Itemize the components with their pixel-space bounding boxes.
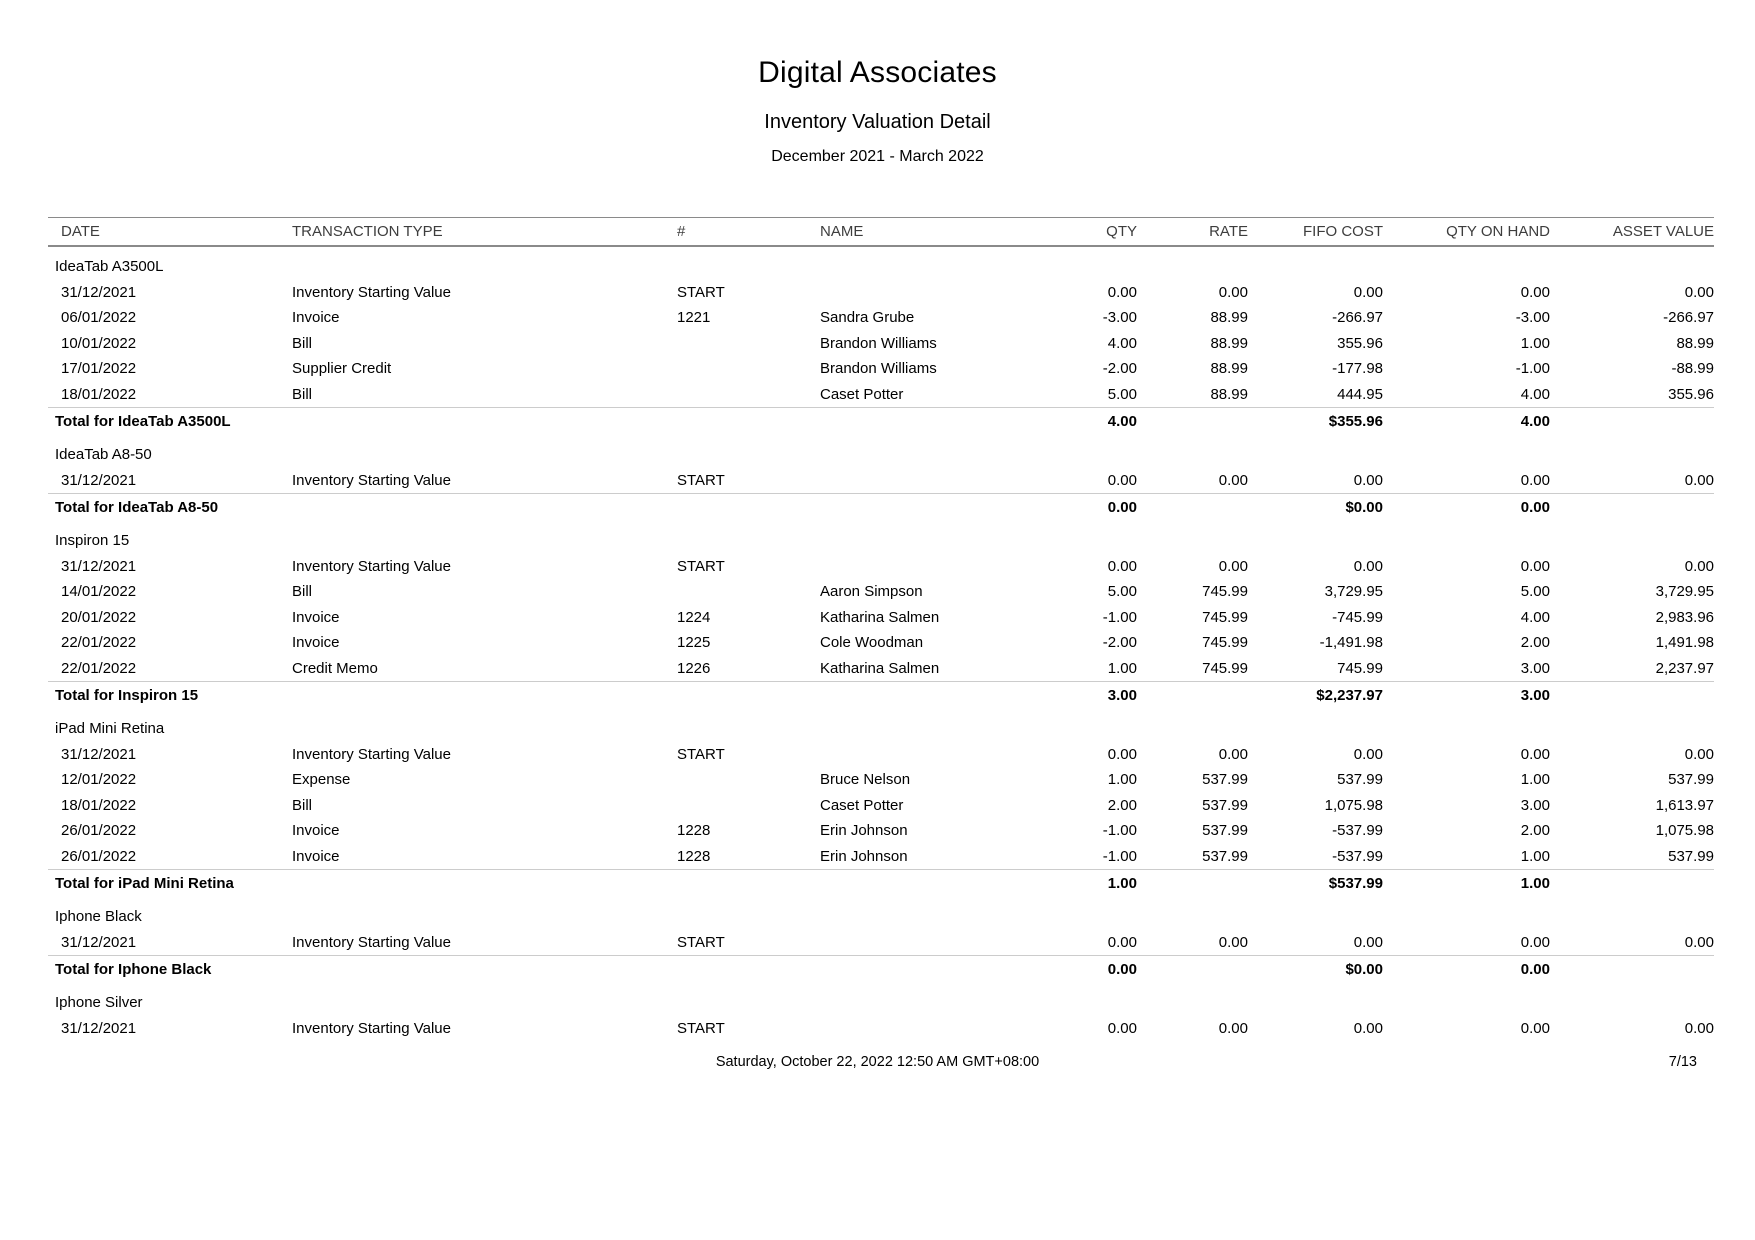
cell-asset-value: 0.00 (1684, 1019, 1714, 1037)
cell-number: 1228 (677, 822, 711, 839)
section-total-row (48, 870, 1714, 898)
report-header (0, 0, 1755, 166)
cell-name: Erin Johnson (820, 822, 908, 839)
section-product-name: IdeaTab A3500L (55, 258, 164, 275)
total-asset-value (1550, 956, 1714, 984)
cell-qty-on-hand: 4.00 (1520, 608, 1550, 626)
section-total-row (48, 494, 1714, 522)
cell-asset-value: -266.97 (1663, 309, 1714, 326)
cell-name (820, 742, 1040, 768)
cell-number: 1226 (677, 659, 711, 677)
total-fifo-cost: $0.00 (1248, 494, 1383, 522)
cell-transaction-type: Credit Memo (292, 659, 378, 677)
cell-fifo-cost: -1,491.98 (1319, 634, 1383, 651)
total-label: Total for IdeaTab A8-50 (48, 494, 1040, 522)
cell-qty-on-hand: 0.00 (1520, 283, 1550, 301)
cell-fifo-cost: 537.99 (1337, 771, 1383, 788)
column-header-date: DATE (48, 218, 292, 247)
cell-qty-on-hand: 4.00 (1520, 385, 1550, 403)
cell-rate: 0.00 (1218, 471, 1248, 489)
cell-qty: -2.00 (1102, 360, 1137, 377)
cell-number: START (677, 745, 725, 763)
cell-asset-value: 0.00 (1684, 471, 1714, 489)
cell-fifo-cost: -537.99 (1332, 822, 1383, 839)
cell-qty: -1.00 (1102, 608, 1137, 626)
cell-qty-on-hand: 0.00 (1520, 745, 1550, 763)
cell-qty-on-hand: 3.00 (1520, 659, 1550, 677)
cell-name: Katharina Salmen (820, 608, 940, 626)
transaction-row (48, 468, 1714, 494)
cell-asset-value: -88.99 (1671, 360, 1714, 377)
cell-number (677, 579, 820, 605)
inventory-valuation-table (48, 217, 1714, 1041)
cell-qty: 0.00 (1107, 1019, 1137, 1037)
total-asset-value (1550, 408, 1714, 436)
transaction-row (48, 356, 1714, 382)
cell-rate: 745.99 (1202, 583, 1248, 600)
cell-date: 26/01/2022 (61, 847, 137, 865)
cell-transaction-type: Invoice (292, 822, 340, 839)
cell-qty: 5.00 (1107, 385, 1137, 403)
cell-transaction-type: Inventory Starting Value (292, 745, 451, 763)
transaction-row (48, 930, 1714, 956)
cell-name: Brandon Williams (820, 360, 937, 377)
cell-date: 31/12/2021 (61, 1019, 137, 1037)
cell-name (820, 280, 1040, 306)
section-header-row (48, 983, 1714, 1016)
cell-number: 1221 (677, 309, 711, 326)
cell-date: 17/01/2022 (61, 360, 137, 377)
cell-qty-on-hand: 0.00 (1520, 933, 1550, 951)
cell-fifo-cost: 0.00 (1353, 557, 1383, 575)
page-number: 7/13 (1668, 1054, 1697, 1070)
section-header-row (48, 435, 1714, 468)
cell-date: 18/01/2022 (61, 385, 137, 403)
transaction-row (48, 742, 1714, 768)
total-rate (1137, 408, 1248, 436)
cell-fifo-cost: 3,729.95 (1324, 583, 1383, 600)
cell-date: 31/12/2021 (61, 283, 137, 301)
total-asset-value (1550, 682, 1714, 710)
cell-date: 14/01/2022 (61, 583, 137, 600)
total-rate (1137, 956, 1248, 984)
cell-qty-on-hand: 2.00 (1520, 634, 1550, 651)
cell-number: START (677, 471, 725, 489)
total-fifo-cost: $0.00 (1248, 956, 1383, 984)
cell-qty-on-hand: 1.00 (1520, 847, 1550, 865)
cell-date: 22/01/2022 (61, 634, 137, 651)
cell-number: 1228 (677, 847, 711, 865)
cell-qty: 5.00 (1107, 583, 1137, 600)
cell-rate: 0.00 (1218, 283, 1248, 301)
cell-name (820, 468, 1040, 494)
cell-asset-value: 2,237.97 (1655, 659, 1714, 677)
report-footer (0, 1054, 1755, 1070)
cell-qty: 1.00 (1107, 659, 1137, 677)
cell-fifo-cost: -745.99 (1332, 608, 1383, 626)
cell-name (820, 1016, 1040, 1042)
transaction-row (48, 630, 1714, 656)
total-qty: 4.00 (1040, 408, 1137, 436)
inventory-table-body (48, 246, 1714, 1041)
cell-rate: 88.99 (1210, 334, 1248, 352)
cell-qty: -1.00 (1102, 822, 1137, 839)
report-title: Inventory Valuation Detail (764, 111, 991, 133)
cell-rate: 537.99 (1202, 796, 1248, 814)
total-qty-on-hand: 0.00 (1383, 494, 1550, 522)
cell-rate: 0.00 (1218, 557, 1248, 575)
cell-rate: 537.99 (1202, 847, 1248, 865)
section-header-row (48, 897, 1714, 930)
total-label: Total for IdeaTab A3500L (48, 408, 1040, 436)
total-qty: 0.00 (1040, 956, 1137, 984)
section-total-row (48, 682, 1714, 710)
cell-transaction-type: Invoice (292, 847, 340, 865)
cell-asset-value: 0.00 (1684, 933, 1714, 951)
cell-name: Brandon Williams (820, 334, 937, 352)
cell-transaction-type: Inventory Starting Value (292, 1019, 451, 1037)
cell-qty: 2.00 (1107, 796, 1137, 814)
cell-date: 18/01/2022 (61, 796, 137, 814)
transaction-row (48, 656, 1714, 682)
cell-date: 10/01/2022 (61, 334, 137, 352)
cell-date: 06/01/2022 (61, 309, 137, 326)
section-header-row (48, 521, 1714, 554)
cell-date: 26/01/2022 (61, 822, 137, 839)
cell-qty-on-hand: 0.00 (1520, 471, 1550, 489)
cell-asset-value: 537.99 (1668, 847, 1714, 865)
cell-number: 1225 (677, 634, 711, 651)
cell-transaction-type: Bill (292, 334, 313, 352)
column-header-transaction-type: TRANSACTION TYPE (292, 218, 677, 247)
transaction-row (48, 1016, 1714, 1042)
section-header-row (48, 246, 1714, 280)
cell-asset-value: 1,613.97 (1655, 796, 1714, 814)
total-qty: 0.00 (1040, 494, 1137, 522)
cell-asset-value: 0.00 (1684, 283, 1714, 301)
cell-transaction-type: Inventory Starting Value (292, 283, 451, 301)
cell-name: Aaron Simpson (820, 583, 923, 600)
cell-rate: 537.99 (1202, 822, 1248, 839)
transaction-row (48, 305, 1714, 331)
column-header-name: NAME (820, 218, 1040, 247)
transaction-row (48, 818, 1714, 844)
cell-name: Bruce Nelson (820, 771, 911, 788)
cell-date: 12/01/2022 (61, 771, 137, 788)
cell-date: 22/01/2022 (61, 659, 137, 677)
cell-qty: 0.00 (1107, 557, 1137, 575)
cell-number (677, 356, 820, 382)
cell-qty-on-hand: 0.00 (1520, 1019, 1550, 1037)
cell-qty: 0.00 (1107, 283, 1137, 301)
transaction-row (48, 793, 1714, 819)
cell-rate: 88.99 (1210, 360, 1248, 377)
cell-qty: 4.00 (1107, 334, 1137, 352)
cell-date: 31/12/2021 (61, 745, 137, 763)
cell-asset-value: 537.99 (1668, 771, 1714, 788)
transaction-row (48, 844, 1714, 870)
cell-name: Cole Woodman (820, 634, 924, 651)
cell-rate: 745.99 (1202, 659, 1248, 677)
total-label: Total for Iphone Black (48, 956, 1040, 984)
total-rate (1137, 682, 1248, 710)
cell-fifo-cost: 0.00 (1353, 1019, 1383, 1037)
cell-asset-value: 88.99 (1676, 334, 1714, 352)
cell-name: Katharina Salmen (820, 659, 940, 677)
section-product-name: Inspiron 15 (55, 532, 130, 549)
section-product-name: Iphone Black (55, 908, 142, 925)
cell-transaction-type: Bill (292, 385, 313, 403)
cell-asset-value: 2,983.96 (1655, 608, 1714, 626)
cell-qty-on-hand: 5.00 (1520, 583, 1550, 600)
transaction-row (48, 605, 1714, 631)
cell-name (820, 930, 1040, 956)
section-product-name: IdeaTab A8-50 (55, 446, 152, 463)
section-total-row (48, 408, 1714, 436)
section-total-row (48, 956, 1714, 984)
cell-qty-on-hand: 0.00 (1520, 557, 1550, 575)
column-header-rate: RATE (1137, 218, 1248, 247)
cell-qty: 1.00 (1107, 771, 1137, 788)
cell-fifo-cost: -266.97 (1332, 309, 1383, 326)
cell-date: 31/12/2021 (61, 557, 137, 575)
transaction-row (48, 382, 1714, 408)
section-product-name: iPad Mini Retina (55, 720, 165, 737)
cell-qty: 0.00 (1107, 471, 1137, 489)
column-header-fifo-cost: FIFO COST (1248, 218, 1383, 247)
cell-transaction-type: Inventory Starting Value (292, 933, 451, 951)
total-fifo-cost: $2,237.97 (1248, 682, 1383, 710)
cell-asset-value: 1,491.98 (1655, 634, 1714, 651)
cell-fifo-cost: 0.00 (1353, 471, 1383, 489)
cell-qty-on-hand: -1.00 (1515, 360, 1550, 377)
cell-qty: -1.00 (1102, 847, 1137, 865)
cell-number: 1224 (677, 608, 711, 626)
total-fifo-cost: $537.99 (1248, 870, 1383, 898)
cell-fifo-cost: 0.00 (1353, 283, 1383, 301)
cell-transaction-type: Supplier Credit (292, 360, 392, 377)
cell-asset-value: 0.00 (1684, 557, 1714, 575)
cell-date: 31/12/2021 (61, 471, 137, 489)
report-period: December 2021 - March 2022 (771, 148, 984, 165)
total-label: Total for iPad Mini Retina (48, 870, 1040, 898)
cell-qty-on-hand: 2.00 (1520, 822, 1550, 839)
total-qty-on-hand: 0.00 (1383, 956, 1550, 984)
column-header-qty: QTY (1040, 218, 1137, 247)
cell-transaction-type: Expense (292, 771, 351, 788)
cell-qty-on-hand: 3.00 (1520, 796, 1550, 814)
column-header-asset-value: ASSET VALUE (1550, 218, 1714, 247)
table-header-row (48, 218, 1714, 247)
cell-rate: 0.00 (1218, 933, 1248, 951)
cell-fifo-cost: 0.00 (1353, 745, 1383, 763)
total-rate (1137, 870, 1248, 898)
cell-rate: 88.99 (1210, 309, 1248, 326)
cell-number (677, 331, 820, 357)
cell-qty: -2.00 (1102, 634, 1137, 651)
cell-transaction-type: Invoice (292, 634, 340, 651)
total-qty-on-hand: 4.00 (1383, 408, 1550, 436)
cell-fifo-cost: -177.98 (1332, 360, 1383, 377)
cell-name (820, 554, 1040, 580)
cell-asset-value: 3,729.95 (1655, 583, 1714, 600)
transaction-row (48, 280, 1714, 306)
cell-qty-on-hand: 1.00 (1520, 771, 1550, 788)
cell-qty-on-hand: 1.00 (1520, 334, 1550, 352)
table-header (48, 218, 1714, 247)
total-rate (1137, 494, 1248, 522)
cell-transaction-type: Inventory Starting Value (292, 557, 451, 575)
cell-qty-on-hand: -3.00 (1515, 309, 1550, 326)
column-header-number: # (677, 218, 820, 247)
cell-name: Caset Potter (820, 385, 904, 403)
cell-qty: 0.00 (1107, 745, 1137, 763)
total-qty: 3.00 (1040, 682, 1137, 710)
cell-number: START (677, 933, 725, 951)
cell-fifo-cost: 444.95 (1337, 385, 1383, 403)
transaction-row (48, 331, 1714, 357)
cell-number (677, 382, 820, 408)
total-asset-value (1550, 870, 1714, 898)
cell-date: 31/12/2021 (61, 933, 137, 951)
total-asset-value (1550, 494, 1714, 522)
cell-number: START (677, 557, 725, 575)
cell-asset-value: 355.96 (1668, 385, 1714, 403)
section-product-name: Iphone Silver (55, 994, 143, 1011)
transaction-row (48, 579, 1714, 605)
report-generated-timestamp: Saturday, October 22, 2022 12:50 AM GMT+08:00 (715, 1054, 1040, 1070)
section-header-row (48, 709, 1714, 742)
cell-rate: 537.99 (1202, 771, 1248, 788)
cell-name: Caset Potter (820, 796, 904, 814)
total-qty-on-hand: 1.00 (1383, 870, 1550, 898)
cell-fifo-cost: 745.99 (1337, 659, 1383, 677)
cell-transaction-type: Bill (292, 583, 313, 600)
cell-rate: 745.99 (1202, 608, 1248, 626)
cell-transaction-type: Invoice (292, 608, 340, 626)
cell-rate: 88.99 (1210, 385, 1248, 403)
total-label: Total for Inspiron 15 (48, 682, 1040, 710)
cell-fifo-cost: 1,075.98 (1324, 796, 1383, 814)
cell-fifo-cost: -537.99 (1332, 847, 1383, 865)
column-header-qty-on-hand: QTY ON HAND (1383, 218, 1550, 247)
cell-number: START (677, 283, 725, 301)
cell-asset-value: 1,075.98 (1655, 822, 1714, 839)
transaction-row (48, 767, 1714, 793)
cell-rate: 0.00 (1218, 745, 1248, 763)
cell-number: START (677, 1019, 725, 1037)
cell-qty: -3.00 (1102, 309, 1137, 326)
cell-number (677, 767, 820, 793)
cell-name: Sandra Grube (820, 309, 915, 326)
cell-asset-value: 0.00 (1684, 745, 1714, 763)
total-qty-on-hand: 3.00 (1383, 682, 1550, 710)
cell-number (677, 793, 820, 819)
cell-transaction-type: Bill (292, 796, 313, 814)
cell-date: 20/01/2022 (61, 608, 137, 626)
cell-transaction-type: Inventory Starting Value (292, 471, 451, 489)
cell-qty: 0.00 (1107, 933, 1137, 951)
cell-rate: 0.00 (1218, 1019, 1248, 1037)
cell-fifo-cost: 355.96 (1337, 334, 1383, 352)
cell-name: Erin Johnson (820, 847, 908, 865)
company-name: Digital Associates (758, 56, 997, 89)
total-fifo-cost: $355.96 (1248, 408, 1383, 436)
cell-rate: 745.99 (1202, 634, 1248, 651)
total-qty: 1.00 (1040, 870, 1137, 898)
cell-fifo-cost: 0.00 (1353, 933, 1383, 951)
transaction-row (48, 554, 1714, 580)
cell-transaction-type: Invoice (292, 309, 340, 326)
